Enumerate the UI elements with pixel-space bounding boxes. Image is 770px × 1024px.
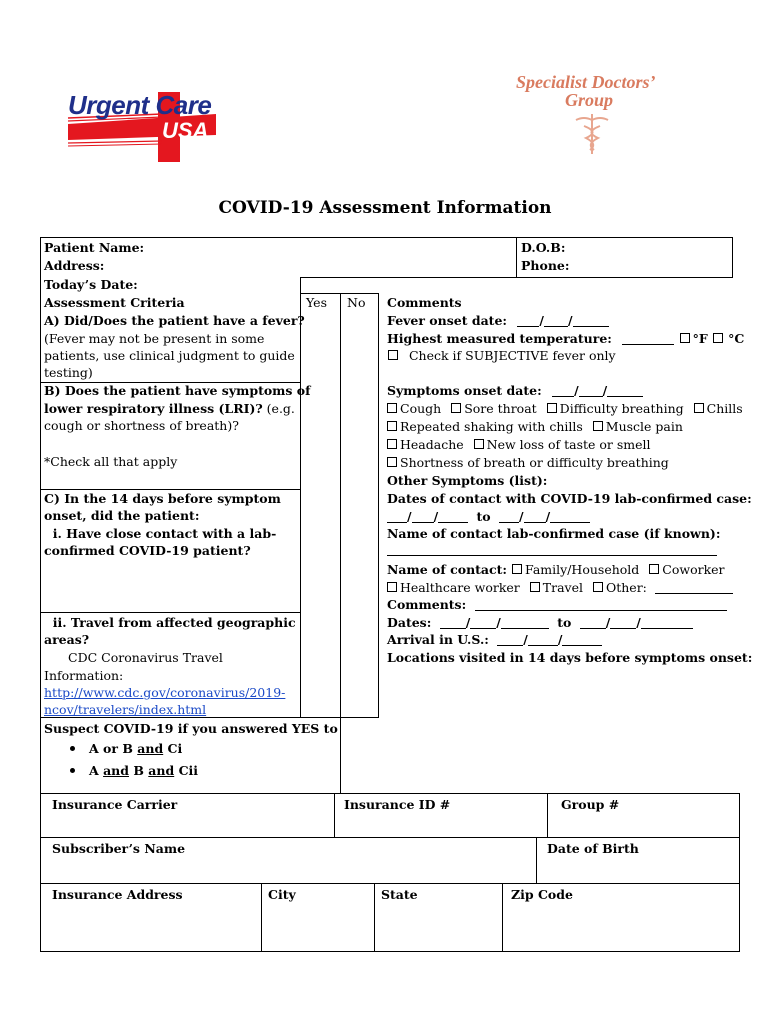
healthcare-worker-label: Healthcare worker [400, 580, 520, 595]
table-border-top [40, 237, 733, 238]
check-all-note: *Check all that apply [44, 454, 178, 469]
subscriber-name-label: Subscriber’s Name [52, 841, 186, 856]
subscriber-dob-label: Date of Birth [547, 841, 639, 856]
fever-onset-day-field[interactable] [544, 314, 568, 327]
suspect-b1-post: Ci [163, 741, 183, 756]
symptoms-row-4 [386, 454, 669, 472]
todays-date-label: Today’s Date: [44, 277, 138, 292]
headache-label: Headache [400, 437, 464, 452]
insurance-id-label: Insurance ID # [344, 797, 451, 812]
travel-to-year-field[interactable] [641, 616, 693, 629]
family-checkbox[interactable] [512, 564, 522, 574]
insurance-address-label: Insurance Address [52, 887, 183, 902]
unit-c-label: °C [728, 331, 745, 346]
highest-temp-field[interactable] [622, 332, 674, 345]
usa-logo-text: USA [162, 118, 209, 143]
contact-to-label: to [476, 509, 491, 524]
chills-checkbox[interactable] [694, 403, 704, 413]
coworker-label: Coworker [662, 562, 725, 577]
suspect-bullet-2 [70, 762, 198, 780]
symptoms-row-3 [386, 436, 651, 454]
suspect-b2-pre: A [89, 763, 104, 778]
arrival-day-field[interactable] [528, 633, 558, 646]
travel-from-day-field[interactable] [470, 616, 496, 629]
state-label: State [381, 887, 418, 902]
repeated-shaking-label: Repeated shaking with chills [400, 419, 583, 434]
cough-checkbox[interactable] [387, 403, 397, 413]
question-b-lri: lower respiratory illness (LRI)? [44, 401, 263, 416]
travel-label: Travel [542, 580, 583, 595]
contact-comments-row [387, 596, 727, 614]
header-bottom-line [300, 277, 733, 278]
fever-onset-row: Fever onset date: / / [387, 312, 609, 330]
suspect-b1-pre: A or B [89, 741, 138, 756]
insurance-col-group [547, 793, 548, 837]
bullet-icon [70, 768, 75, 773]
symptoms-onset-label: Symptoms onset date: [387, 383, 542, 398]
contact-to-month-field[interactable] [499, 510, 519, 523]
travel-dates-row: Dates: / / to / / [387, 614, 693, 632]
contact-type-row-2 [386, 579, 733, 597]
contact-dates-label: Dates of contact with COVID-19 lab-confirmed case: [387, 491, 752, 506]
fever-onset-label: Fever onset date: [387, 313, 508, 328]
name-lab-case-label: Name of contact lab-confirmed case (if known): [387, 526, 721, 541]
headache-checkbox[interactable] [387, 439, 397, 449]
suspect-b2-and1: and [103, 763, 129, 778]
chills-label: Chills [706, 401, 743, 416]
urgent-care-logo-text: Urgent Care [68, 90, 212, 120]
question-b-line2 [44, 400, 295, 418]
arrival-year-field[interactable] [562, 633, 602, 646]
family-label: Family/Household [525, 562, 640, 577]
travel-to-month-field[interactable] [580, 616, 606, 629]
symptoms-row-1 [386, 400, 743, 418]
insurance-row3-line [40, 883, 740, 884]
sore-throat-checkbox[interactable] [451, 403, 461, 413]
suspect-b2-and2: and [148, 763, 175, 778]
unit-f-checkbox[interactable] [680, 333, 690, 343]
loss-taste-checkbox[interactable] [474, 439, 484, 449]
col-header-no: No [347, 295, 366, 310]
name-contact-label: Name of contact: [387, 562, 508, 577]
patient-name-label: Patient Name: [44, 240, 145, 255]
contact-comments-label: Comments: [387, 597, 467, 612]
suspect-b2-post: Cii [174, 763, 199, 778]
subjective-fever-checkbox[interactable] [388, 350, 398, 360]
group-number-label: Group # [561, 797, 620, 812]
shortness-breath-checkbox[interactable] [387, 457, 397, 467]
cdc-info-line2: Information: [44, 668, 124, 683]
travel-checkbox[interactable] [530, 582, 540, 592]
question-b-line1: B) Does the patient have symptoms of [44, 383, 311, 398]
subjective-fever-row [387, 347, 616, 365]
question-c2-line2: areas? [44, 632, 90, 647]
question-c2-line1: ii. Travel from affected geographic [44, 615, 296, 630]
unit-c-checkbox[interactable] [713, 333, 723, 343]
urgent-care-usa-logo [66, 88, 226, 162]
col-header-criteria: Assessment Criteria [44, 295, 185, 310]
specialist-logo-line1: Specialist Doctors’ [516, 72, 656, 92]
contact-to-year-field[interactable] [550, 510, 590, 523]
question-c-line3: i. Have close contact with a lab- [44, 526, 277, 541]
symptoms-onset-row: Symptoms onset date: / / [387, 382, 643, 400]
arrival-label: Arrival in U.S.: [387, 632, 489, 647]
phone-label: Phone: [521, 258, 570, 273]
contact-comments-field[interactable] [475, 598, 727, 611]
question-a: A) Did/Does the patient have a fever? [44, 313, 305, 328]
insurance-top-line [40, 793, 740, 794]
symptoms-onset-day-field[interactable] [579, 384, 603, 397]
insurance-left-border [40, 793, 41, 951]
travel-from-month-field[interactable] [440, 616, 466, 629]
address-label: Address: [44, 258, 105, 273]
insurance-col-zip [502, 883, 503, 951]
caduceus-icon [572, 112, 612, 154]
subjective-fever-label: Check if SUBJECTIVE fever only [408, 348, 616, 363]
page-title: COVID-19 Assessment Information [218, 198, 552, 218]
col-yes-left [300, 277, 301, 717]
suspect-bullet-1 [70, 740, 182, 758]
muscle-pain-checkbox[interactable] [593, 421, 603, 431]
fever-onset-month-field[interactable] [517, 314, 539, 327]
difficulty-breathing-checkbox[interactable] [547, 403, 557, 413]
insurance-right-border [739, 793, 740, 951]
shortness-breath-label: Shortness of breath or difficulty breathing [400, 455, 669, 470]
travel-from-year-field[interactable] [501, 616, 549, 629]
suspect-heading: Suspect COVID-19 if you answered YES to [44, 721, 338, 736]
coworker-checkbox[interactable] [649, 564, 659, 574]
contact-from-year-field[interactable] [438, 510, 468, 523]
col-header-yes: Yes [306, 295, 327, 310]
row-c2-line [40, 612, 301, 613]
insurance-col-id [334, 793, 335, 837]
arrival-row: Arrival in U.S.: / / [387, 631, 602, 649]
insurance-bottom-line [40, 951, 740, 952]
insurance-col-city [261, 883, 262, 951]
locations-visited-label: Locations visited in 14 days before symptoms onset: [387, 650, 753, 665]
question-a-note-1: (Fever may not be present in some [44, 331, 265, 346]
other-checkbox[interactable] [593, 582, 603, 592]
insurance-col-dob [536, 837, 537, 883]
col-no-left [340, 293, 341, 793]
question-a-note-3: testing) [44, 365, 93, 380]
col-comments-left [378, 293, 379, 717]
cdc-travel-link-line1[interactable]: http://www.cdc.gov/coronavirus/2019- [44, 685, 286, 700]
contact-dates-row: / / to / / [387, 508, 590, 526]
symptoms-row-2 [386, 418, 683, 436]
other-symptoms-label: Other Symptoms (list): [387, 473, 548, 488]
travel-to-label: to [557, 615, 572, 630]
name-lab-case-field[interactable] [387, 543, 717, 556]
insurance-col-state [374, 883, 375, 951]
cdc-travel-link-line2[interactable]: ncov/travelers/index.html [44, 702, 207, 717]
difficulty-breathing-label: Difficulty breathing [559, 401, 684, 416]
question-b-line3: cough or shortness of breath)? [44, 418, 239, 433]
contact-from-month-field[interactable] [387, 510, 407, 523]
name-contact-row [387, 561, 725, 579]
muscle-pain-label: Muscle pain [605, 419, 683, 434]
specialist-doctors-logo [510, 72, 670, 154]
healthcare-worker-checkbox[interactable] [387, 582, 397, 592]
question-a-note-2: patients, use clinical judgment to guide [44, 348, 295, 363]
repeated-shaking-checkbox[interactable] [387, 421, 397, 431]
symptoms-onset-month-field[interactable] [552, 384, 574, 397]
highest-temp-row [387, 330, 744, 348]
unit-f-label: °F [692, 331, 708, 346]
question-c-line1: C) In the 14 days before symptom [44, 491, 281, 506]
dob-divider [516, 237, 517, 278]
other-label: Other: [605, 580, 647, 595]
question-c-line2: onset, did the patient: [44, 508, 200, 523]
question-c-line4: confirmed COVID-19 patient? [44, 543, 251, 558]
table-border-right [732, 237, 733, 278]
specialist-logo-line2: Group [565, 90, 614, 110]
suspect-b1-and: and [137, 741, 164, 756]
contact-from-day-field[interactable] [412, 510, 434, 523]
arrival-month-field[interactable] [497, 633, 523, 646]
city-label: City [268, 887, 296, 902]
insurance-row2-line [40, 837, 740, 838]
cough-label: Cough [400, 401, 442, 416]
table-border-left [40, 237, 41, 794]
travel-to-day-field[interactable] [610, 616, 636, 629]
fever-onset-year-field[interactable] [573, 314, 609, 327]
suspect-b2-mid: B [129, 763, 149, 778]
zip-code-label: Zip Code [511, 887, 573, 902]
bullet-icon [70, 746, 75, 751]
question-b-eg: (e.g. [262, 401, 295, 416]
highest-temp-label: Highest measured temperature: [387, 331, 612, 346]
cdc-info-line1: CDC Coronavirus Travel [68, 650, 223, 665]
insurance-carrier-label: Insurance Carrier [52, 797, 178, 812]
col-header-comments: Comments [387, 295, 462, 310]
symptoms-onset-year-field[interactable] [607, 384, 643, 397]
sore-throat-label: Sore throat [464, 401, 537, 416]
other-field[interactable] [655, 581, 733, 594]
loss-taste-label: New loss of taste or smell [486, 437, 651, 452]
contact-to-day-field[interactable] [524, 510, 546, 523]
travel-dates-label: Dates: [387, 615, 432, 630]
dob-label: D.O.B: [521, 240, 566, 255]
